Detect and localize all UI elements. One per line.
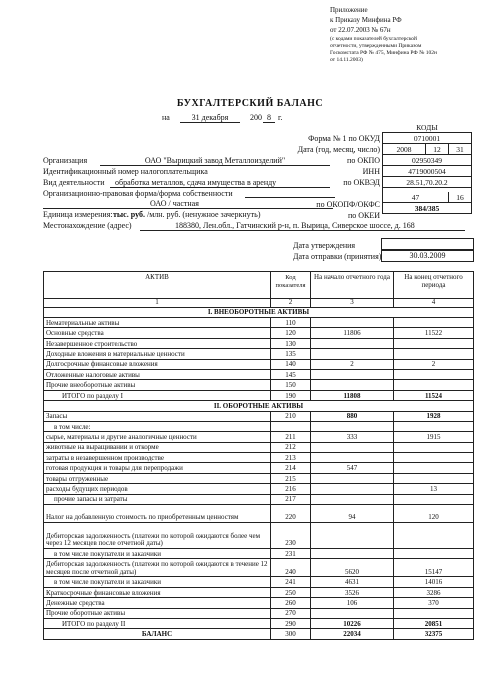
appendix-line2: к Приказу Минфина РФ (330, 16, 402, 24)
row-label: прочие запасы и затраты (44, 494, 271, 504)
row-code (271, 421, 311, 431)
table-row (44, 484, 474, 494)
table-row (44, 523, 474, 549)
codes-header: КОДЫ (383, 122, 472, 133)
row-label: затраты в незавершенном производстве (44, 453, 271, 463)
row-end-value: 13 (394, 484, 474, 494)
row-end-value: 1915 (394, 432, 474, 442)
row-code: 190 (271, 390, 311, 400)
table-row (44, 432, 474, 442)
row-code: 130 (271, 338, 311, 348)
header-aktiv: АКТИВ (44, 272, 271, 299)
unit-rest: /млн. руб. (ненужное зачеркнуть) (147, 210, 261, 219)
row-code: 220 (271, 505, 311, 523)
table-row (44, 577, 474, 587)
table-row (44, 473, 474, 483)
row-begin-value (311, 608, 394, 618)
row-label: Незавершенное строительство (44, 338, 271, 348)
row-label: Денежные средства (44, 598, 271, 608)
row-end-value: 120 (394, 505, 474, 523)
row-label: в том числе покупатели и заказчики (44, 549, 271, 559)
row-begin-value: 2 (311, 359, 394, 369)
org-value: ОАО "Вырицкий завод Металлоизделий" (144, 156, 286, 165)
page-title: БУХГАЛТЕРСКИЙ БАЛАНС (176, 98, 324, 109)
row-code: 135 (271, 349, 311, 359)
row-label: Отложенные налоговые активы (44, 369, 271, 379)
row-begin-value: 11806 (311, 328, 394, 338)
table-row (44, 307, 474, 317)
row-end-value (394, 608, 474, 618)
date-code-month: 12 (426, 144, 449, 155)
legal-underline-1 (245, 197, 335, 198)
form-code: 0710001 (383, 133, 472, 144)
date-day-month: 31 декабря (191, 113, 229, 122)
address-value: 188380, Лен.обл., Гатчинский р-н, п. Вырица, Сиверское шоссе, д. 168 (175, 221, 415, 230)
table-row (44, 549, 474, 559)
table-row (44, 618, 474, 628)
row-label: Запасы (44, 411, 271, 421)
row-label: животные на выращивании и откорме (44, 442, 271, 452)
table-row (44, 338, 474, 348)
address-underline (140, 230, 465, 231)
date-label: Дата (год, месяц, число) (297, 145, 380, 154)
okopf-code: 47 (383, 192, 449, 203)
okved-label: по ОКВЭД (343, 178, 380, 187)
row-begin-value (311, 338, 394, 348)
row-label: ИТОГО по разделу I (44, 390, 271, 400)
row-end-value: 20851 (394, 618, 474, 628)
row-code: 110 (271, 317, 311, 327)
okpo-label: по ОКПО (347, 156, 380, 165)
table-row (44, 401, 474, 411)
codes-box (382, 122, 472, 214)
row-label: Прочие оборотные активы (44, 608, 271, 618)
row-end-value (394, 380, 474, 390)
row-begin-value: 5620 (311, 559, 394, 577)
row-end-value (394, 421, 474, 431)
row-begin-value (311, 380, 394, 390)
row-begin-value (311, 369, 394, 379)
table-row (44, 559, 474, 577)
row-code: 240 (271, 559, 311, 577)
row-end-value: 3286 (394, 587, 474, 597)
row-end-value: 32375 (394, 629, 474, 639)
table-row (44, 369, 474, 379)
row-begin-value: 11808 (311, 390, 394, 400)
colnum-1: 1 (44, 299, 271, 308)
date-year-prefix: 200 (250, 113, 262, 122)
table-row (44, 608, 474, 618)
row-code: 213 (271, 453, 311, 463)
row-label: Нематериальные активы (44, 317, 271, 327)
row-label: в том числе покупатели и заказчики (44, 577, 271, 587)
date-year-suffix: 8 (267, 113, 271, 122)
row-begin-value (311, 442, 394, 452)
row-begin-value (311, 523, 394, 549)
row-label: Доходные вложения в материальные ценности (44, 349, 271, 359)
colnum-4: 4 (394, 299, 474, 308)
row-code: 230 (271, 523, 311, 549)
legal-label: Организационно-правовая форма/форма собственности (43, 189, 233, 198)
row-label: Дебиторская задолженность (платежи по которой ожидаются в течение 12 месяцев после отчетной даты) (44, 559, 271, 577)
row-begin-value: 3526 (311, 587, 394, 597)
row-begin-value: 4631 (311, 577, 394, 587)
year-underline (263, 122, 275, 123)
appendix-line3: от 22.07.2003 № 67н (330, 26, 391, 34)
okfs-code: 16 (448, 192, 471, 203)
date-underline (180, 122, 240, 123)
inn-code: 4719000504 (383, 166, 472, 177)
appendix-line6: Госкомстата РФ № 475, Минфина РФ № 102н (330, 50, 437, 56)
table-row (44, 598, 474, 608)
row-begin-value: 547 (311, 463, 394, 473)
table-row (44, 463, 474, 473)
row-end-value: 15147 (394, 559, 474, 577)
row-begin-value: 10226 (311, 618, 394, 628)
row-code: 215 (271, 473, 311, 483)
org-underline (100, 165, 330, 166)
row-begin-value: 106 (311, 598, 394, 608)
row-code: 150 (271, 380, 311, 390)
inn-taxpayer-label: Идентификационный номер налогоплательщика (43, 167, 208, 176)
row-code: 270 (271, 608, 311, 618)
section-heading: II. ОБОРОТНЫЕ АКТИВЫ (44, 401, 474, 411)
table-row (44, 359, 474, 369)
row-end-value (394, 442, 474, 452)
approved-label: Дата утверждения (293, 241, 356, 250)
row-end-value: 11524 (394, 390, 474, 400)
legal-underline-2 (43, 208, 333, 209)
row-label: БАЛАНС (44, 629, 271, 639)
sent-label: Дата отправки (принятия) (293, 252, 382, 261)
row-code: 241 (271, 577, 311, 587)
row-end-value (394, 463, 474, 473)
row-code: 216 (271, 484, 311, 494)
table-row (44, 328, 474, 338)
row-label: товары отгруженные (44, 473, 271, 483)
row-label: Прочие внеоборотные активы (44, 380, 271, 390)
table-row (44, 411, 474, 421)
row-end-value (394, 549, 474, 559)
row-begin-value: 22034 (311, 629, 394, 639)
row-end-value: 370 (394, 598, 474, 608)
row-begin-value: 333 (311, 432, 394, 442)
activity-label: Вид деятельности (43, 178, 105, 187)
section-heading: I. ВНЕОБОРОТНЫЕ АКТИВЫ (44, 307, 474, 317)
row-end-value: 14016 (394, 577, 474, 587)
address-label: Местонахождение (адрес) (43, 221, 132, 230)
table-row (44, 317, 474, 327)
unit-label: Единица измерения: (43, 210, 113, 219)
header-begin: На начало отчетного года (311, 272, 394, 299)
row-code: 210 (271, 411, 311, 421)
form-label: Форма № 1 по ОКУД (308, 134, 380, 143)
date-code-day: 31 (448, 144, 471, 155)
appendix-line4: (с кодами показателей бухгалтерской (330, 36, 417, 42)
table-row (44, 587, 474, 597)
okei-code: 384/385 (383, 203, 472, 214)
row-begin-value (311, 421, 394, 431)
row-label: в том числе: (44, 421, 271, 431)
row-code: 120 (271, 328, 311, 338)
okopf-label: по ОКОПФ/ОКФС (316, 200, 380, 209)
row-end-value (394, 473, 474, 483)
table-row (44, 505, 474, 523)
row-code: 212 (271, 442, 311, 452)
balance-table (43, 271, 474, 640)
appendix-line5: отчетности, утвержденными Приказом (330, 43, 422, 49)
colnum-2: 2 (271, 299, 311, 308)
row-code: 140 (271, 359, 311, 369)
inn-label: ИНН (362, 167, 380, 176)
row-begin-value (311, 473, 394, 483)
header-code: Код показателя (271, 272, 311, 299)
row-label: расходы будущих периодов (44, 484, 271, 494)
appendix-line1: Приложение (330, 6, 368, 14)
row-code: 260 (271, 598, 311, 608)
row-code: 217 (271, 494, 311, 504)
table-row (44, 380, 474, 390)
activity-value: обработка металлов, сдача имущества в аренду (115, 178, 277, 187)
colnum-3: 3 (311, 299, 394, 308)
row-end-value (394, 523, 474, 549)
row-begin-value: 880 (311, 411, 394, 421)
okei-label: по ОКЕИ (347, 211, 380, 220)
row-code: 211 (271, 432, 311, 442)
row-code: 300 (271, 629, 311, 639)
date-suffix: г. (278, 113, 283, 122)
row-label: Краткосрочные финансовые вложения (44, 587, 271, 597)
row-end-value: 1928 (394, 411, 474, 421)
table-row (44, 442, 474, 452)
row-begin-value: 94 (311, 505, 394, 523)
table-row (44, 421, 474, 431)
row-code: 231 (271, 549, 311, 559)
row-label: Долгосрочные финансовые вложения (44, 359, 271, 369)
row-end-value: 11522 (394, 328, 474, 338)
colnum-row (44, 299, 474, 308)
org-label: Организация (43, 156, 88, 165)
date-prefix: на (162, 113, 170, 122)
row-end-value (394, 317, 474, 327)
table-row (44, 349, 474, 359)
activity-underline (110, 187, 330, 188)
table-row (44, 629, 474, 639)
row-end-value (394, 349, 474, 359)
row-begin-value (311, 484, 394, 494)
table-row (44, 494, 474, 504)
row-label: сырье, материалы и другие аналогичные ценности (44, 432, 271, 442)
row-begin-value (311, 549, 394, 559)
date-code-year: 2008 (383, 144, 426, 155)
row-code: 214 (271, 463, 311, 473)
header-end: На конец отчетного периода (394, 272, 474, 299)
row-begin-value (311, 317, 394, 327)
row-code: 250 (271, 587, 311, 597)
row-label: Основные средства (44, 328, 271, 338)
unit-value: тыс. руб. (113, 210, 145, 219)
row-label: готовая продукция и товары для перепродажи (44, 463, 271, 473)
table-row (44, 453, 474, 463)
legal-value: ОАО / частная (150, 199, 199, 208)
row-end-value (394, 453, 474, 463)
row-begin-value (311, 453, 394, 463)
row-begin-value (311, 349, 394, 359)
okved-code: 28.51,70.20.2 (383, 177, 472, 188)
row-end-value (394, 494, 474, 504)
table-header-row (44, 272, 474, 299)
row-end-value: 2 (394, 359, 474, 369)
row-end-value (394, 369, 474, 379)
row-label: Налог на добавленную стоимость по приобретенным ценностям (44, 505, 271, 523)
appendix-line7: от 14.11.2003) (330, 57, 363, 63)
sent-value: 30.03.2009 (381, 249, 474, 262)
row-begin-value (311, 494, 394, 504)
table-row (44, 390, 474, 400)
row-code: 145 (271, 369, 311, 379)
row-label: Дебиторская задолженность (платежи по которой ожидаются более чем через 12 месяцев после отчетной даты) (44, 523, 271, 549)
row-code: 290 (271, 618, 311, 628)
okpo-code: 02950349 (383, 155, 472, 166)
row-end-value (394, 338, 474, 348)
row-label: ИТОГО по разделу II (44, 618, 271, 628)
